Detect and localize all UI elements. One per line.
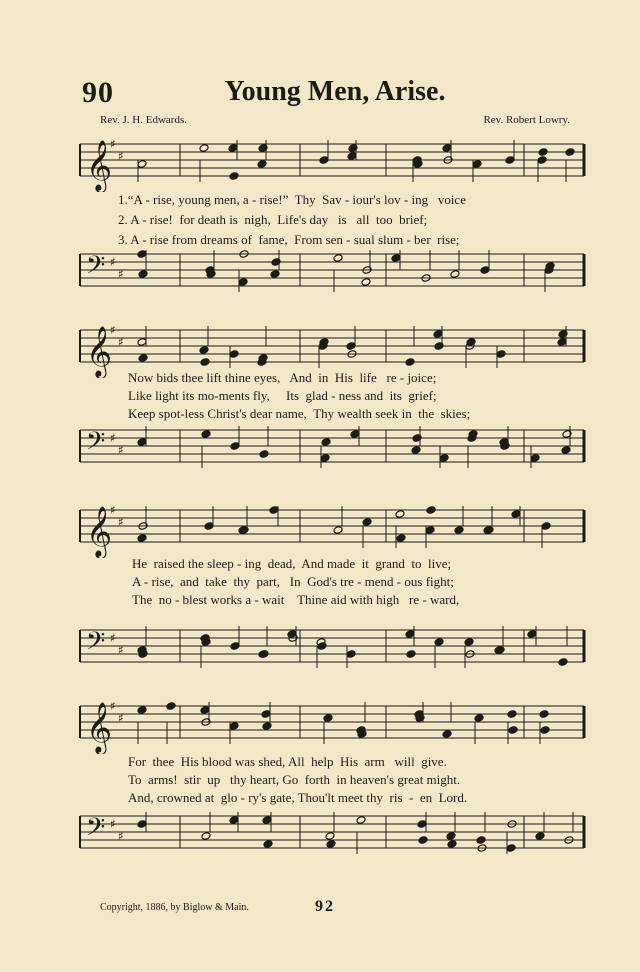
note-head — [228, 144, 238, 153]
note-head — [474, 714, 484, 723]
note-head — [200, 358, 210, 367]
bass-staff — [76, 426, 588, 470]
note-head — [137, 706, 147, 715]
note-head — [137, 438, 147, 447]
sharp-icon: ♯ — [118, 443, 124, 457]
bass-staff-notation — [76, 812, 588, 864]
bass-staff — [76, 812, 588, 856]
note-head — [200, 706, 210, 715]
sharp-icon: ♯ — [118, 643, 124, 657]
sharp-icon: ♯ — [118, 711, 124, 725]
note-head — [450, 270, 460, 279]
note-head — [138, 270, 148, 279]
treble-staff-notation — [76, 506, 588, 558]
note-head — [333, 254, 343, 263]
bass-clef-icon: 𝄢 — [86, 251, 106, 286]
sharp-icon: ♯ — [110, 631, 116, 645]
note-head — [138, 354, 148, 363]
treble-staff — [76, 702, 588, 753]
sharp-icon: ♯ — [110, 255, 116, 269]
sharp-icon: ♯ — [118, 515, 124, 529]
words-credit: Rev. J. H. Edwards. — [100, 114, 187, 126]
note-head — [239, 526, 249, 535]
note-head — [505, 156, 515, 165]
bass-staff-notation — [76, 626, 588, 678]
note-head — [472, 160, 482, 169]
note-head — [323, 714, 333, 723]
note-head — [230, 642, 240, 651]
note-head — [199, 144, 209, 153]
lyric-line: Now bids thee lift thine eyes, And in His life re - joice; — [128, 370, 437, 385]
note-head — [558, 658, 568, 667]
note-head — [263, 840, 273, 849]
note-head — [361, 278, 371, 287]
note-head — [446, 832, 456, 841]
sharp-icon: ♯ — [110, 140, 116, 151]
lyric-line: To arms! stir up thy heart, Go forth in heaven's great might. — [128, 772, 461, 787]
note-head — [259, 450, 269, 459]
note-head — [321, 438, 331, 447]
treble-staff-notation — [76, 140, 588, 192]
note-head — [396, 534, 406, 543]
music-system-4 — [76, 698, 588, 868]
note-head — [199, 346, 209, 355]
note-head — [417, 820, 427, 829]
note-head — [425, 526, 435, 535]
note-head — [537, 156, 547, 165]
note-head — [238, 278, 248, 287]
note-head — [346, 342, 356, 351]
note-head — [442, 730, 452, 739]
note-head — [317, 642, 327, 651]
treble-staff-notation — [76, 702, 588, 754]
bass-clef-icon: 𝄢 — [86, 627, 106, 662]
note-head — [561, 446, 571, 455]
note-head — [541, 522, 551, 531]
lyric-line: 1.“A - rise, young men, a - rise!” Thy Sav - iour's lov - ing voice — [118, 192, 466, 207]
note-head — [166, 702, 176, 710]
note-head — [201, 832, 211, 841]
music-system-1 — [76, 136, 588, 296]
note-head — [229, 816, 239, 825]
music-credit: Rev. Robert Lowry. — [483, 114, 570, 126]
note-head — [496, 350, 506, 359]
note-head — [319, 156, 329, 165]
copyright-notice: Copyright, 1886, by Biglow & Main. — [100, 902, 249, 913]
note-head — [484, 526, 494, 535]
note-head — [391, 254, 401, 263]
sharp-icon: ♯ — [118, 829, 124, 843]
treble-clef-icon: 𝄞 — [86, 140, 113, 191]
lyric-line: The no - blest works a - wait Thine aid with high re - ward, — [132, 592, 460, 607]
sharp-icon: ♯ — [110, 702, 116, 713]
note-head — [262, 722, 272, 731]
sharp-icon: ♯ — [118, 335, 124, 349]
note-head — [557, 338, 567, 347]
note-head — [538, 148, 548, 157]
note-head — [137, 534, 147, 543]
note-head — [137, 820, 147, 829]
treble-staff — [76, 506, 588, 557]
note-head — [411, 446, 421, 455]
note-head — [426, 506, 436, 514]
note-head — [137, 160, 147, 169]
bass-staff — [76, 250, 588, 294]
note-head — [229, 350, 239, 359]
note-head — [346, 650, 356, 659]
note-head — [454, 526, 464, 535]
sharp-icon: ♯ — [110, 431, 116, 445]
treble-staff — [76, 140, 588, 191]
note-head — [405, 358, 415, 367]
note-head — [506, 844, 516, 853]
lyric-line: 3. A - rise from dreams of fame, From sen - sual slum - ber rise; — [118, 232, 460, 247]
note-head — [270, 270, 280, 279]
lyric-line: Like light its mo-ments fly, Its glad - ness and its grief; — [128, 388, 437, 403]
lyric-line: Keep spot-less Christ's dear name, Thy wealth seek in the skies; — [128, 406, 471, 421]
note-head — [350, 430, 360, 439]
sharp-icon: ♯ — [118, 267, 124, 281]
note-head — [447, 840, 457, 849]
note-head — [320, 454, 330, 463]
hymn-title: Young Men, Arise. — [224, 76, 446, 107]
bass-staff-notation — [76, 426, 588, 478]
note-head — [527, 630, 537, 639]
lyric-line: And, crowned at glo - ry's gate, Thou'lt meet thy ris - en Lord. — [128, 790, 468, 805]
note-head — [347, 152, 357, 161]
note-head — [230, 442, 240, 451]
lyric-line: He raised the sleep - ing dead, And made it grand to live; — [132, 556, 452, 571]
bass-staff — [76, 626, 588, 670]
note-head — [261, 710, 271, 719]
note-head — [530, 454, 540, 463]
note-head — [395, 510, 405, 519]
note-head — [333, 526, 343, 535]
treble-clef-icon: 𝄞 — [86, 506, 113, 557]
note-head — [418, 836, 428, 845]
bass-staff-notation — [76, 250, 588, 302]
lyric-line: A - rise, and take thy part, In God's tre - mend - ous fight; — [132, 574, 454, 589]
note-head — [257, 160, 267, 169]
note-head — [433, 330, 443, 339]
note-head — [565, 148, 575, 157]
note-head — [434, 638, 444, 647]
note-head — [511, 510, 521, 519]
treble-clef-icon: 𝄞 — [86, 702, 113, 753]
note-head — [204, 522, 214, 531]
sharp-icon: ♯ — [110, 817, 116, 831]
note-head — [325, 832, 335, 841]
note-head — [326, 840, 336, 849]
music-system-2 — [76, 322, 588, 482]
hymn-number: 90 — [82, 76, 114, 109]
sharp-icon: ♯ — [118, 149, 124, 163]
note-head — [137, 250, 147, 258]
note-head — [405, 630, 415, 639]
page-number: 92 — [315, 898, 335, 915]
bass-clef-icon: 𝄢 — [86, 427, 106, 462]
note-head — [262, 816, 272, 825]
note-head — [229, 722, 239, 731]
note-head — [464, 638, 474, 647]
lyric-line: 2. A - rise! for death is nigh, Life's day is all too brief; — [118, 212, 428, 227]
treble-clef-icon: 𝄞 — [86, 326, 113, 377]
note-head — [362, 518, 372, 527]
bass-clef-icon: 𝄢 — [86, 813, 106, 848]
note-head — [201, 430, 211, 439]
treble-staff — [76, 326, 588, 377]
note-head — [508, 726, 518, 735]
note-head — [535, 832, 545, 841]
note-head — [540, 726, 550, 735]
note-head — [229, 172, 239, 181]
note-head — [439, 454, 449, 463]
note-head — [137, 338, 147, 347]
note-head — [269, 506, 279, 514]
note-head — [406, 650, 416, 659]
note-head — [480, 266, 490, 275]
lyric-line: For thee His blood was shed, All help His arm will give. — [128, 754, 447, 769]
note-head — [539, 710, 549, 719]
note-head — [442, 144, 452, 153]
note-head — [356, 816, 366, 825]
note-head — [507, 710, 517, 719]
music-system-3 — [76, 502, 588, 672]
note-head — [287, 630, 297, 639]
sharp-icon: ♯ — [110, 506, 116, 517]
note-head — [476, 836, 486, 845]
sharp-icon: ♯ — [110, 326, 116, 337]
